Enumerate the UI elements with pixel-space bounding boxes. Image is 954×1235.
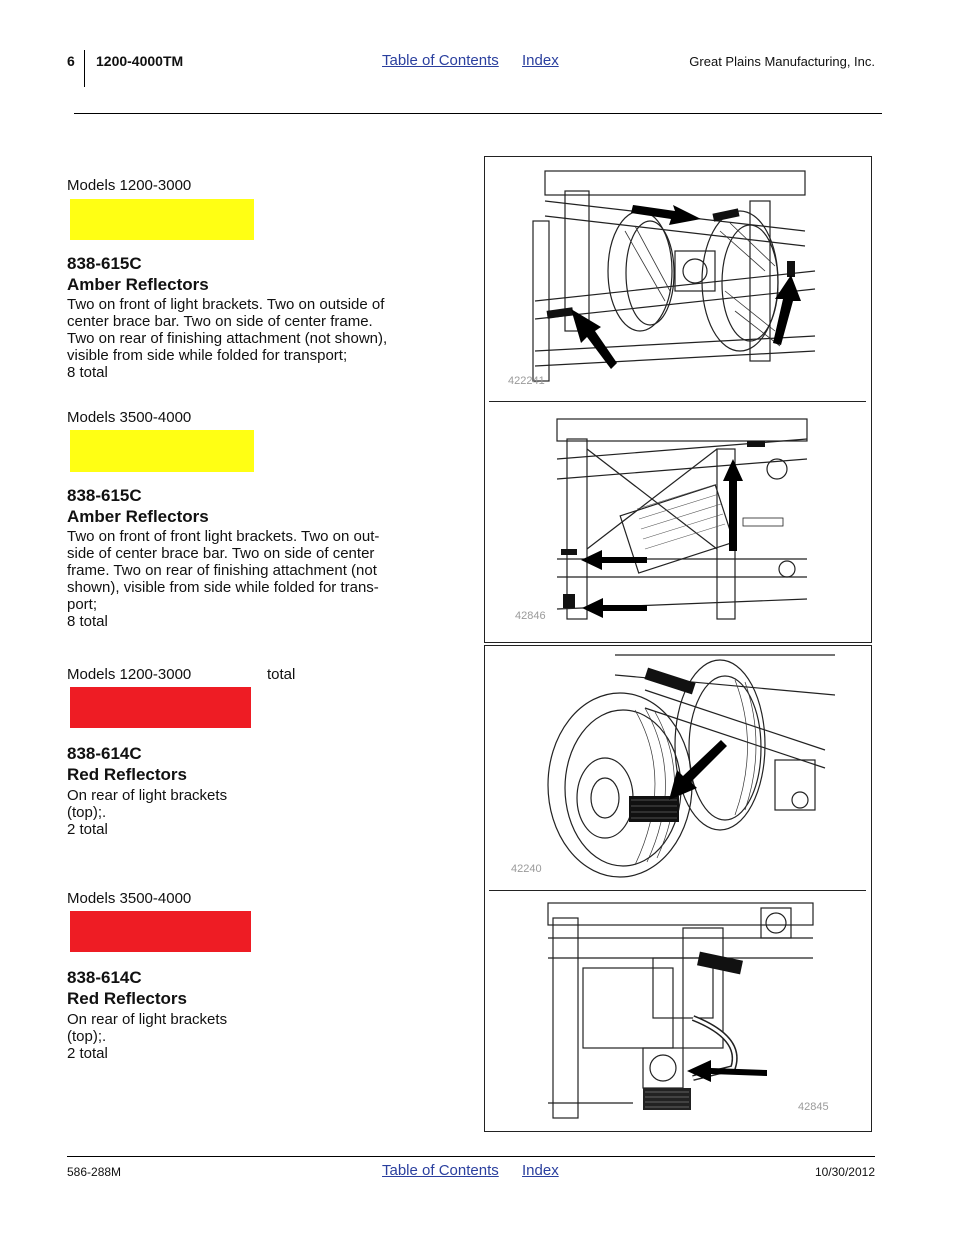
- description-line: port;: [67, 596, 98, 613]
- part-heading: [67, 743, 187, 785]
- description-line: 8 total: [67, 613, 108, 630]
- description-line: Two on front of light brackets. Two on outside of: [67, 296, 385, 313]
- part-number: 838-614C: [67, 968, 142, 987]
- figure-label: 42846: [515, 610, 546, 622]
- doc-date: 10/30/2012: [814, 1165, 875, 1179]
- frame-illustration: [547, 409, 817, 635]
- description-line: shown), visible from side while folded for trans-: [67, 579, 379, 596]
- models-label: Models 3500-4000: [67, 890, 192, 907]
- red-swatch: [70, 687, 251, 728]
- footer-toc-link[interactable]: Table of Contents: [382, 1162, 499, 1179]
- footer-index-link[interactable]: Index: [522, 1162, 559, 1179]
- header-divider: [84, 50, 85, 87]
- models-label: Models 1200-3000: [67, 666, 192, 683]
- part-heading: [67, 967, 187, 1009]
- red-swatch: [70, 911, 251, 952]
- doc-title: 1200-4000TM: [96, 53, 184, 69]
- light-bracket-illustration: [543, 898, 823, 1124]
- part-name: Amber Reflectors: [67, 507, 209, 526]
- part-description: [67, 296, 387, 381]
- part-description: [67, 1011, 227, 1062]
- company-name: Great Plains Manufacturing, Inc.: [689, 54, 875, 69]
- figure-box: [484, 645, 872, 1132]
- description-line: On rear of light brackets: [67, 1011, 228, 1028]
- part-description: [67, 787, 227, 838]
- description-line: (top);.: [67, 1028, 107, 1045]
- description-line: 2 total: [67, 821, 108, 838]
- part-description: [67, 528, 379, 630]
- doc-code: 586-288M: [67, 1165, 122, 1179]
- description-line: 8 total: [67, 364, 108, 381]
- part-heading: [67, 253, 209, 295]
- part-number: 838-614C: [67, 744, 142, 763]
- figure-box: [484, 156, 872, 643]
- description-line: On rear of light brackets: [67, 787, 228, 804]
- part-number: 838-615C: [67, 254, 142, 273]
- models-label: Models 3500-4000: [67, 409, 192, 426]
- header-index-link[interactable]: Index: [522, 52, 559, 69]
- part-name: Red Reflectors: [67, 765, 187, 784]
- description-line: Two on rear of finishing attachment (not shown),: [67, 330, 388, 347]
- description-line: visible from side while folded for transport;: [67, 347, 348, 364]
- frame-illustration: [525, 161, 825, 393]
- description-line: (top);.: [67, 804, 107, 821]
- description-line: frame. Two on rear of finishing attachment (not: [67, 562, 377, 579]
- wheel-illustration: [535, 650, 835, 882]
- header-toc-link[interactable]: Table of Contents: [382, 52, 499, 69]
- part-name: Red Reflectors: [67, 989, 187, 1008]
- models-label: Models 1200-3000: [67, 177, 192, 194]
- figure-label: 42845: [798, 1101, 829, 1113]
- part-heading: [67, 485, 209, 527]
- amber-swatch: [70, 199, 254, 240]
- description-line: Two on front of front light brackets. Two on out-: [67, 528, 380, 545]
- figure-label: 422241: [508, 375, 545, 387]
- page-number: 6: [67, 53, 75, 69]
- total-label: total: [267, 666, 296, 683]
- part-number: 838-615C: [67, 486, 142, 505]
- part-name: Amber Reflectors: [67, 275, 209, 294]
- description-line: 2 total: [67, 1045, 108, 1062]
- header-rule: [74, 113, 882, 114]
- amber-swatch: [70, 430, 254, 472]
- figure-divider: [489, 890, 866, 891]
- figure-divider: [489, 401, 866, 402]
- footer-rule: [67, 1156, 875, 1157]
- figure-label: 42240: [511, 863, 542, 875]
- description-line: center brace bar. Two on side of center frame.: [67, 313, 373, 330]
- description-line: side of center brace bar. Two on side of center: [67, 545, 375, 562]
